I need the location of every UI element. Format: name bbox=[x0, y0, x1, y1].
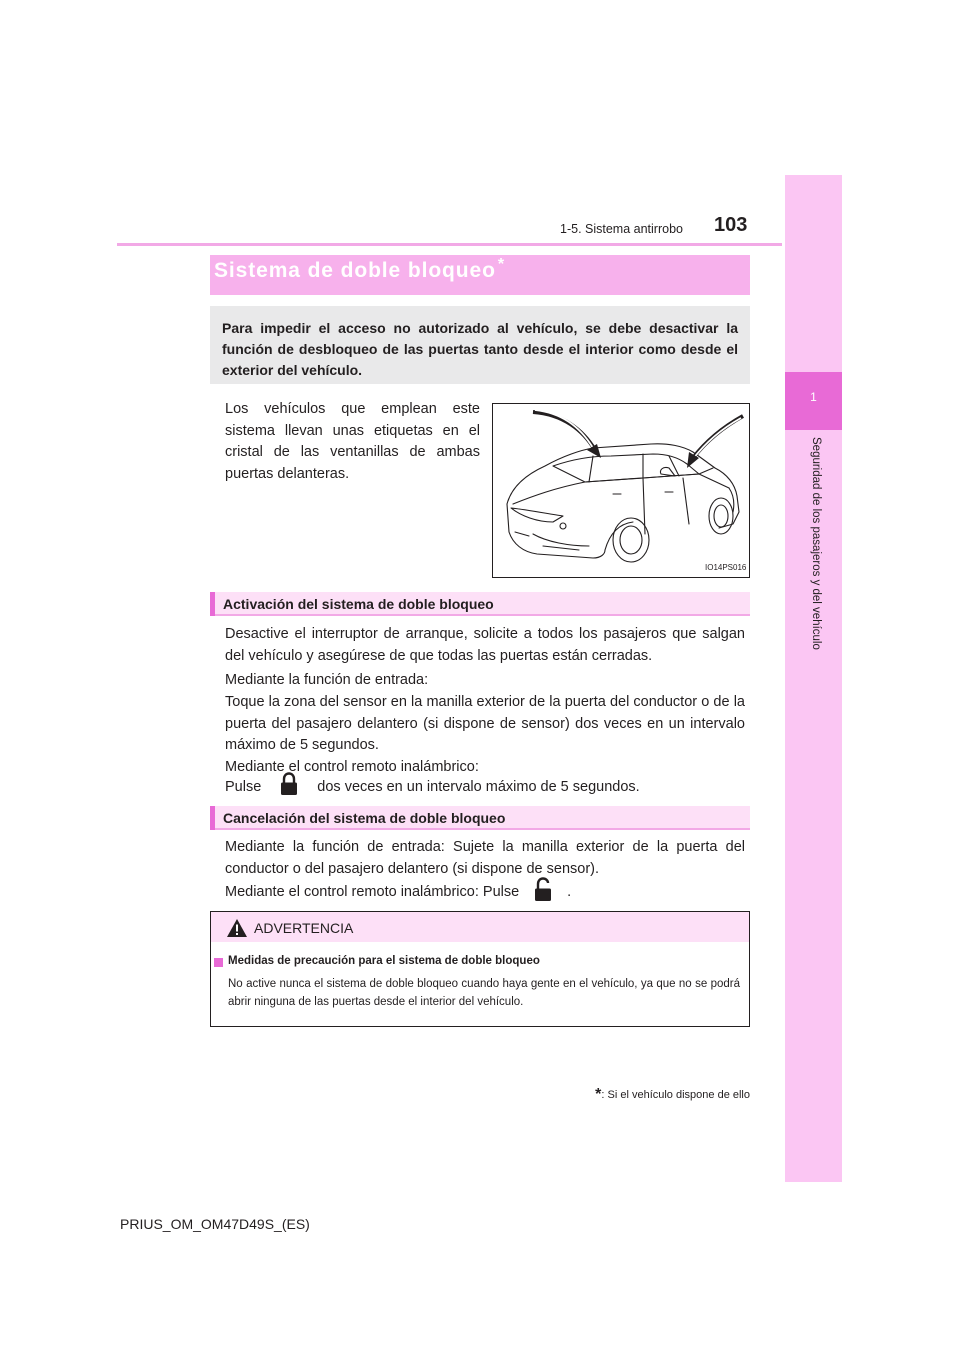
warning-bullet bbox=[214, 958, 223, 967]
warning-title: ADVERTENCIA bbox=[254, 920, 354, 936]
remote-post: dos veces en un intervalo máximo de 5 segundos. bbox=[317, 779, 640, 795]
cancellation-entry-text: Mediante la función de entrada: Sujete la manilla exterior de la puerta del conductor o del pasajero delantero (si dispone de sensor). bbox=[225, 839, 745, 877]
page-number: 103 bbox=[714, 214, 748, 236]
car-figure bbox=[492, 403, 750, 578]
subheading-marker bbox=[210, 806, 215, 830]
subheading-marker bbox=[210, 592, 215, 616]
remote-instruction bbox=[225, 772, 745, 804]
cancellation-remote bbox=[225, 876, 745, 910]
warning-header bbox=[211, 912, 749, 942]
activation-heading: Activación del sistema de doble bloqueo bbox=[223, 596, 494, 612]
footer-code: PRIUS_OM_OM47D49S_(ES) bbox=[120, 1216, 310, 1232]
footnote-star: * bbox=[595, 1086, 602, 1103]
title-asterisk: * bbox=[497, 256, 505, 273]
page-title-text: Sistema de doble bloqueo bbox=[214, 259, 496, 282]
cancellation-subheading bbox=[210, 806, 750, 830]
cancellation-heading: Cancelación del sistema de doble bloqueo bbox=[223, 810, 506, 826]
activation-subheading bbox=[210, 592, 750, 616]
warning-heading: Medidas de precaución para el sistema de doble bloqueo bbox=[228, 955, 540, 967]
chapter-number: 1 bbox=[810, 390, 817, 404]
lock-icon bbox=[279, 772, 299, 804]
intro-paragraph: Los vehículos que emplean este sistema llevan unas etiquetas en el cristal de las ventanillas de ambas puertas delanteras. bbox=[225, 401, 480, 482]
section-header: 1-5. Sistema antirrobo bbox=[560, 222, 683, 236]
footnote-text: : Si el vehículo dispone de ello bbox=[601, 1088, 750, 1101]
warning-triangle-icon bbox=[226, 918, 248, 943]
entry-function-label: Mediante la función de entrada: bbox=[225, 672, 429, 688]
cancellation-remote-pre: Mediante el control remoto inalámbrico: Pulse bbox=[225, 884, 520, 900]
unlock-icon bbox=[533, 876, 553, 910]
cancellation-remote-post: . bbox=[567, 884, 572, 900]
entry-function-text: Toque la zona del sensor en la manilla exterior de la puerta del conductor o de la puerta del pasajero delantero (si dispone de sensor) dos veces en un intervalo máximo de 5 segundos. bbox=[225, 694, 745, 753]
page-title bbox=[214, 256, 505, 283]
figure-code: IO14PS016 bbox=[705, 563, 747, 572]
footnote bbox=[578, 1086, 750, 1104]
warning-text: No active nunca el sistema de doble bloqueo cuando haya gente en el vehículo, ya que no se podrá abrir ninguna de las puertas desde el interior del vehículo. bbox=[228, 978, 740, 1008]
car-illustration-icon bbox=[493, 404, 749, 577]
activation-paragraph: Desactive el interruptor de arranque, solicite a todos los pasajeros que salgan del vehículo y asegúrese de que todas las puertas están cerradas. bbox=[225, 626, 745, 664]
warning-box bbox=[210, 911, 750, 1027]
intro-box: Para impedir el acceso no autorizado al vehículo, se debe desactivar la función de desbloqueo de las puertas tanto desde el interior como desde el exterior del vehículo. bbox=[210, 306, 750, 384]
header-rule bbox=[117, 243, 782, 246]
remote-pre: Pulse bbox=[225, 779, 262, 795]
chapter-title: Seguridad de los pasajeros y del vehículo bbox=[810, 437, 822, 650]
remote-label: Mediante el control remoto inalámbrico: bbox=[225, 759, 479, 775]
